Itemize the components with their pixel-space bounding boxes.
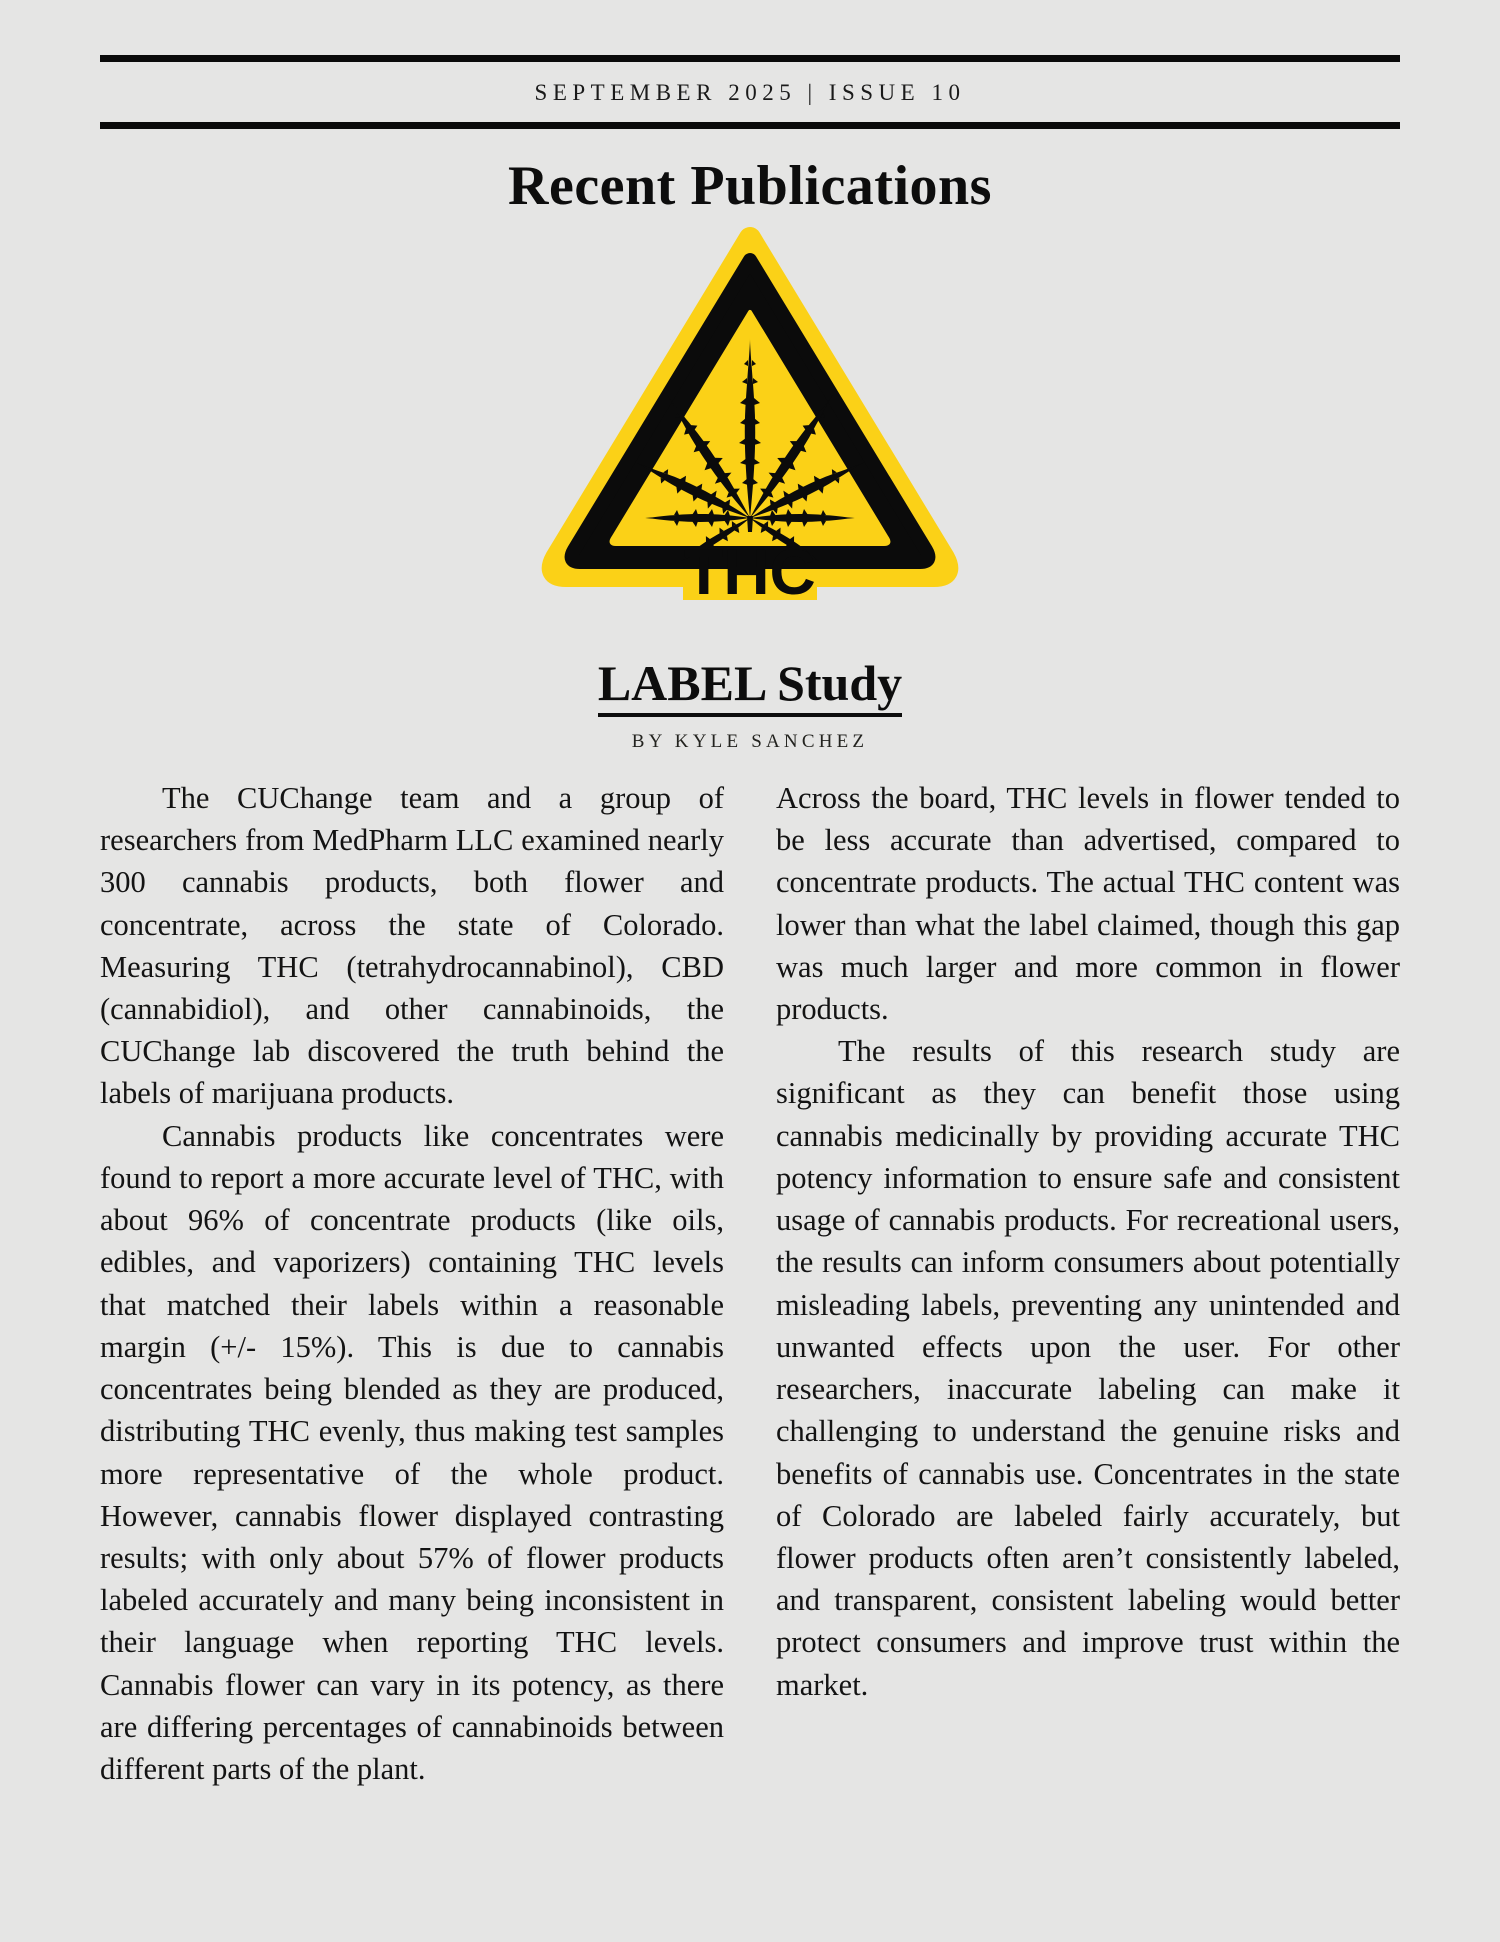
section-title: Recent Publications — [508, 155, 992, 217]
article-column-right — [776, 777, 1400, 1706]
thc-warning-sign-icon — [540, 226, 960, 646]
article-body — [100, 777, 1400, 1791]
article-column-left — [100, 777, 724, 1791]
paragraph: Cannabis products like concentrates were found to report a more accurate level of THC, with about 96% of concentrate products (like oils, edibles, and vaporizers) containing THC levels that matched their labels within a reasonable margin (+/- 15%). This is due to cannabis concentrates being blended as they are produced, distributing THC evenly, thus making test samples more representative of the whole product. However, cannabis flower displayed contrasting results; with only about 57% of flower products labeled accurately and many being inconsistent in their language when reporting THC levels. Cannabis flower can vary in its potency, as there are differing percentages of cannabinoids between different parts of the plant. — [100, 1118, 724, 1787]
article-byline: BY KYLE SANCHEZ — [631, 730, 869, 752]
article-title-text: LABEL Study — [598, 655, 902, 717]
thc-wordmark: THC — [684, 535, 816, 608]
paragraph: The results of this research study are significant as they can benefit those using cannabis medicinally by providing accurate THC potency information to ensure safe and consistent usage of cannabis products. For recreational users, the results can inform consumers about potentially misleading labels, preventing any unintended and unwanted effects upon the user. For other researchers, inaccurate labeling can make it challenging to understand the genuine risks and benefits of cannabis use. Concentrates in the state of Colorado are labeled fairly accurately, but flower products often aren’t consistently labeled, and transparent, consistent labeling would better protect consumers and improve trust within the market. — [776, 1034, 1400, 1702]
masthead-rule-top — [100, 55, 1400, 62]
masthead — [100, 0, 1400, 129]
thc-warning-sign-container — [0, 226, 1500, 646]
masthead-rule-bottom — [100, 122, 1400, 129]
article-title — [0, 656, 1500, 711]
issue-line: SEPTEMBER 2025 | ISSUE 10 — [534, 80, 966, 105]
paragraph: Across the board, THC levels in flower tended to be less accurate than advertised, compared to concentrate products. The actual THC content was lower than what the label claimed, though this gap was much larger and more common in flower products. — [776, 780, 1400, 1026]
paragraph: The CUChange team and a group of researchers from MedPharm LLC examined nearly 300 cannabis products, both flower and concentrate, across the state of Colorado. Measuring THC (tetrahydrocannabinol), CBD (cannabidiol), and other cannabinoids, the CUChange lab discovered the truth behind the labels of marijuana products. — [100, 780, 724, 1111]
